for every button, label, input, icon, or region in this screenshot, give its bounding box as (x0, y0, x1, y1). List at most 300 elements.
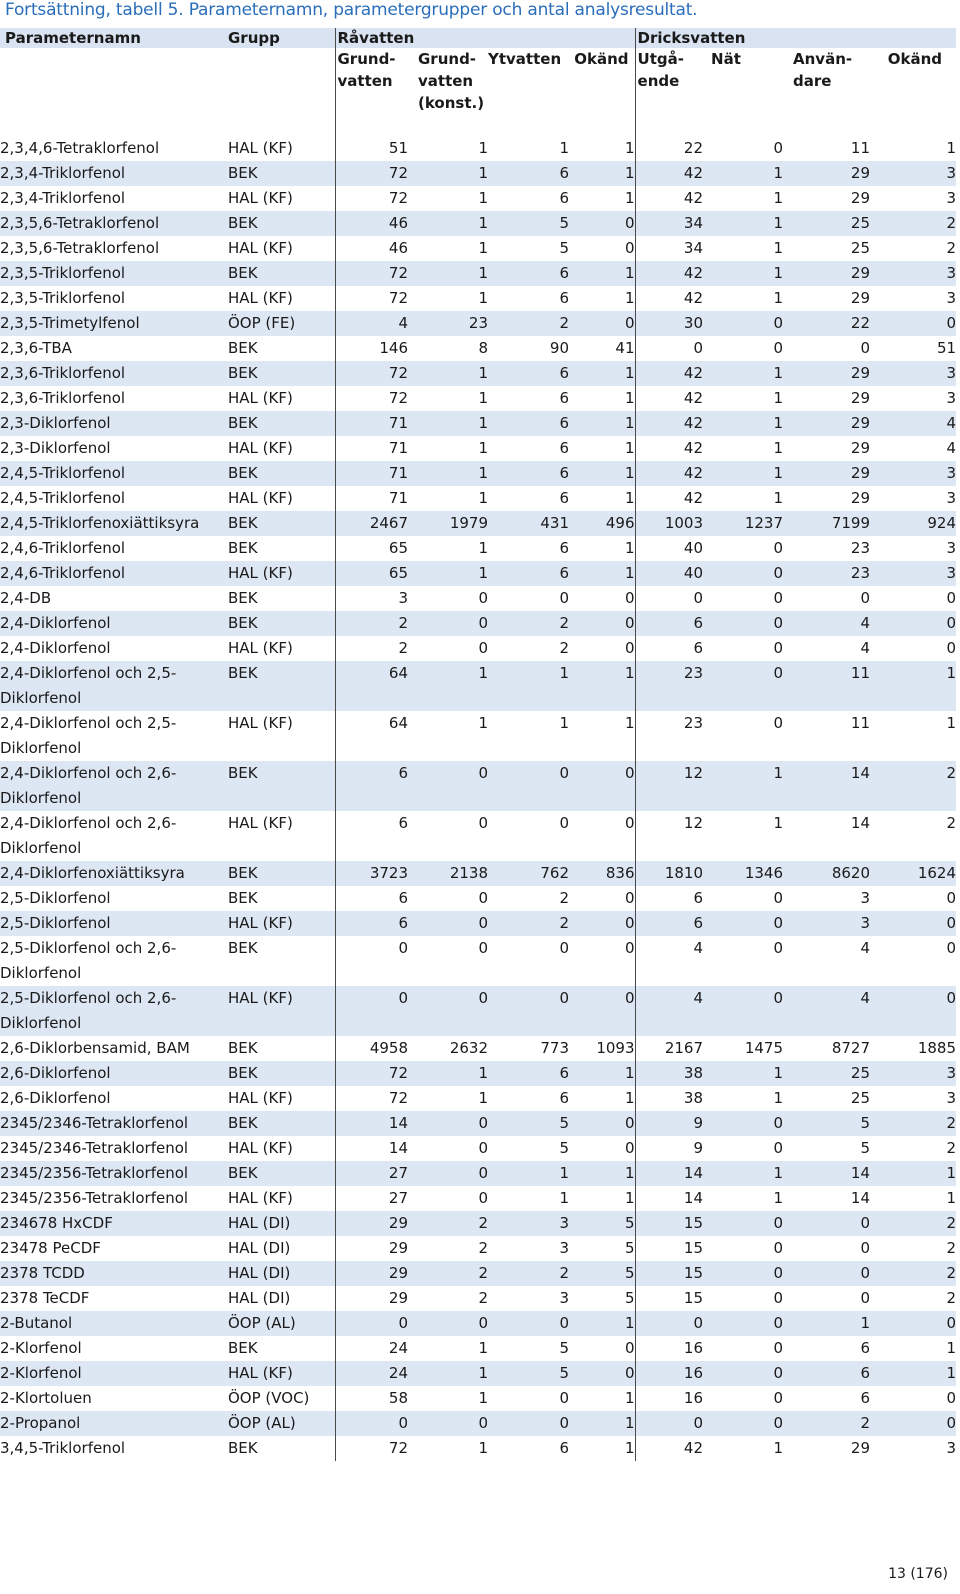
result-count: 0 (408, 1161, 488, 1186)
header-empty (0, 48, 228, 136)
page-number: 13 (176) (888, 1566, 948, 1582)
result-count: 42 (635, 386, 703, 411)
result-count: 42 (635, 161, 703, 186)
result-count: 2 (870, 1236, 956, 1261)
result-count: 1 (703, 436, 783, 461)
parameter-group: BEK (228, 936, 335, 986)
result-count: 1 (703, 161, 783, 186)
header-col-7: Använ- dare (793, 50, 853, 90)
result-count: 29 (335, 1261, 408, 1286)
result-count: 40 (635, 536, 703, 561)
parameter-name: 2,4,5-Triklorfenol (0, 461, 228, 486)
result-count: 0 (783, 1286, 870, 1311)
result-count: 0 (569, 1361, 635, 1386)
result-count: 14 (783, 1161, 870, 1186)
result-count: 0 (569, 611, 635, 636)
result-count: 0 (703, 1286, 783, 1311)
parameter-name: 2-Klorfenol (0, 1336, 228, 1361)
result-count: 2 (488, 311, 569, 336)
result-count: 1 (408, 1386, 488, 1411)
parameter-name: 2,3,5,6-Tetraklorfenol (0, 236, 228, 261)
parameter-group: HAL (KF) (228, 811, 335, 861)
parameter-name: 2,4,6-Triklorfenol (0, 561, 228, 586)
table-row (0, 811, 956, 861)
parameter-name: 2,3,6-Triklorfenol (0, 361, 228, 386)
result-count: 14 (335, 1111, 408, 1136)
result-count: 11 (783, 136, 870, 161)
result-count: 2 (870, 1261, 956, 1286)
result-count: 0 (569, 1111, 635, 1136)
result-count: 51 (870, 336, 956, 361)
parameter-name: 2-Klortoluen (0, 1386, 228, 1411)
table-row (0, 986, 956, 1036)
result-count: 5 (569, 1286, 635, 1311)
result-count: 72 (335, 286, 408, 311)
result-count: 29 (783, 261, 870, 286)
result-count: 8620 (783, 861, 870, 886)
result-count: 16 (635, 1336, 703, 1361)
parameter-group: HAL (KF) (228, 636, 335, 661)
result-count: 6 (488, 1061, 569, 1086)
table-row (0, 386, 956, 411)
table-row (0, 1036, 956, 1061)
result-count: 40 (635, 561, 703, 586)
result-count: 25 (783, 211, 870, 236)
result-count: 0 (408, 986, 488, 1036)
parameter-name: 2,4-Diklorfenoxiättiksyra (0, 861, 228, 886)
result-count: 6 (635, 636, 703, 661)
result-count: 2 (408, 1286, 488, 1311)
result-count: 15 (635, 1261, 703, 1286)
result-count: 2 (488, 611, 569, 636)
result-count: 0 (569, 761, 635, 811)
parameter-group: BEK (228, 211, 335, 236)
result-count: 0 (635, 586, 703, 611)
result-count: 1 (408, 536, 488, 561)
result-count: 1 (569, 661, 635, 711)
result-count: 0 (783, 336, 870, 361)
parameter-name: 2,3,4,6-Tetraklorfenol (0, 136, 228, 161)
parameter-group: HAL (KF) (228, 911, 335, 936)
parameter-name: 2,4-Diklorfenol och 2,6-Diklorfenol (0, 761, 228, 811)
parameter-group: HAL (KF) (228, 186, 335, 211)
result-count: 2 (870, 236, 956, 261)
result-count: 16 (635, 1386, 703, 1411)
result-count: 2138 (408, 861, 488, 886)
result-count: 3 (488, 1286, 569, 1311)
result-count: 3 (870, 1086, 956, 1111)
header-parameter: Parameternamn (0, 28, 228, 48)
result-count: 64 (335, 661, 408, 711)
result-count: 0 (870, 1311, 956, 1336)
parameter-name: 2,4-Diklorfenol och 2,6-Diklorfenol (0, 811, 228, 861)
table-row (0, 536, 956, 561)
result-count: 71 (335, 436, 408, 461)
result-count: 0 (870, 311, 956, 336)
parameter-group: BEK (228, 361, 335, 386)
table-row (0, 711, 956, 761)
result-count: 1 (703, 361, 783, 386)
result-count: 2 (870, 211, 956, 236)
result-count: 0 (408, 636, 488, 661)
parameter-group: ÖOP (AL) (228, 1311, 335, 1336)
result-count: 0 (408, 811, 488, 861)
result-count: 64 (335, 711, 408, 761)
table-row (0, 236, 956, 261)
result-count: 72 (335, 1061, 408, 1086)
result-count: 42 (635, 361, 703, 386)
result-count: 1 (488, 1161, 569, 1186)
result-count: 1 (703, 461, 783, 486)
result-count: 72 (335, 261, 408, 286)
result-count: 42 (635, 286, 703, 311)
result-count: 46 (335, 211, 408, 236)
result-count: 29 (335, 1236, 408, 1261)
header-col-1: Grund- vatten (335, 48, 408, 136)
result-count: 1 (488, 661, 569, 711)
result-count: 0 (569, 811, 635, 861)
result-count: 5 (488, 1111, 569, 1136)
result-count: 4 (783, 986, 870, 1036)
result-count: 1346 (703, 861, 783, 886)
header-col-6: Nät (711, 50, 741, 68)
result-count: 25 (783, 236, 870, 261)
result-count: 0 (703, 536, 783, 561)
result-count: 1 (488, 711, 569, 761)
parameter-group: ÖOP (AL) (228, 1411, 335, 1436)
result-count: 1 (569, 1386, 635, 1411)
result-count: 1 (408, 161, 488, 186)
result-count: 3 (870, 286, 956, 311)
result-count: 24 (335, 1336, 408, 1361)
header-col-3: Ytvatten (488, 50, 562, 68)
result-count: 1624 (870, 861, 956, 886)
result-count: 14 (783, 761, 870, 811)
result-count: 1 (870, 711, 956, 761)
result-count: 0 (569, 636, 635, 661)
result-count: 4 (635, 986, 703, 1036)
result-count: 762 (488, 861, 569, 886)
result-count: 0 (703, 711, 783, 761)
parameter-name: 2,5-Diklorfenol (0, 911, 228, 936)
result-count: 0 (783, 1236, 870, 1261)
result-count: 1 (569, 561, 635, 586)
result-count: 1 (569, 411, 635, 436)
result-count: 1 (703, 761, 783, 811)
parameter-group: HAL (DI) (228, 1286, 335, 1311)
result-count: 1475 (703, 1036, 783, 1061)
result-count: 5 (488, 1361, 569, 1386)
parameter-name: 2-Butanol (0, 1311, 228, 1336)
result-count: 0 (335, 936, 408, 986)
result-count: 6 (488, 561, 569, 586)
result-count: 1 (569, 1161, 635, 1186)
result-count: 1 (703, 486, 783, 511)
parameter-name: 2,3,4-Triklorfenol (0, 186, 228, 211)
parameter-name: 2,4,6-Triklorfenol (0, 536, 228, 561)
result-count: 0 (870, 636, 956, 661)
parameter-group: BEK (228, 1111, 335, 1136)
result-count: 1 (703, 1436, 783, 1461)
result-count: 1 (569, 261, 635, 286)
result-count: 14 (335, 1136, 408, 1161)
result-count: 3 (870, 186, 956, 211)
result-count: 6 (635, 911, 703, 936)
result-count: 2 (870, 1111, 956, 1136)
table-row (0, 661, 956, 711)
header-raw-water: Råvatten (335, 28, 635, 48)
parameter-name: 2,3,5-Triklorfenol (0, 286, 228, 311)
result-count: 2 (335, 611, 408, 636)
result-count: 0 (703, 1236, 783, 1261)
table-row (0, 461, 956, 486)
result-count: 14 (783, 1186, 870, 1211)
result-count: 14 (783, 811, 870, 861)
result-count: 1237 (703, 511, 783, 536)
table-row (0, 361, 956, 386)
result-count: 773 (488, 1036, 569, 1061)
table-row (0, 1336, 956, 1361)
result-count: 29 (783, 186, 870, 211)
table-row (0, 1436, 956, 1461)
parameter-name: 2,3,5-Trimetylfenol (0, 311, 228, 336)
result-count: 1 (569, 461, 635, 486)
result-count: 3 (870, 1436, 956, 1461)
result-count: 29 (783, 436, 870, 461)
header-col-4: Okänd (574, 50, 629, 68)
result-count: 0 (569, 886, 635, 911)
result-count: 1 (703, 211, 783, 236)
result-count: 90 (488, 336, 569, 361)
result-count: 5 (488, 211, 569, 236)
result-count: 3 (870, 261, 956, 286)
result-count: 3 (870, 561, 956, 586)
table-row (0, 1386, 956, 1411)
parameter-group: HAL (KF) (228, 1186, 335, 1211)
result-count: 29 (783, 286, 870, 311)
result-count: 4 (783, 936, 870, 986)
result-count: 0 (408, 886, 488, 911)
result-count: 6 (488, 361, 569, 386)
result-count: 1 (569, 1086, 635, 1111)
result-count: 6 (783, 1386, 870, 1411)
result-count: 2167 (635, 1036, 703, 1061)
result-count: 6 (488, 261, 569, 286)
parameter-name: 2378 TeCDF (0, 1286, 228, 1311)
result-count: 0 (408, 936, 488, 986)
result-count: 5 (488, 1136, 569, 1161)
result-count: 0 (703, 611, 783, 636)
parameter-group: BEK (228, 336, 335, 361)
result-count: 42 (635, 261, 703, 286)
result-count: 2 (488, 636, 569, 661)
result-count: 1 (408, 186, 488, 211)
result-count: 65 (335, 536, 408, 561)
result-count: 1979 (408, 511, 488, 536)
result-count: 3 (488, 1211, 569, 1236)
result-count: 2 (488, 1261, 569, 1286)
result-count: 6 (488, 436, 569, 461)
table-row (0, 636, 956, 661)
result-count: 29 (335, 1286, 408, 1311)
result-count: 6 (335, 761, 408, 811)
result-count: 1 (569, 286, 635, 311)
parameter-name: 2,3,5-Triklorfenol (0, 261, 228, 286)
table-row (0, 411, 956, 436)
parameter-name: 23478 PeCDF (0, 1236, 228, 1261)
parameter-group: HAL (KF) (228, 436, 335, 461)
result-count: 5 (783, 1136, 870, 1161)
parameter-group: BEK (228, 411, 335, 436)
header-group: Grupp (228, 28, 335, 48)
result-count: 0 (783, 586, 870, 611)
result-count: 2 (870, 1136, 956, 1161)
result-count: 0 (703, 636, 783, 661)
table-row (0, 886, 956, 911)
result-count: 6 (488, 161, 569, 186)
table-row (0, 511, 956, 536)
result-count: 42 (635, 411, 703, 436)
result-count: 2467 (335, 511, 408, 536)
result-count: 8727 (783, 1036, 870, 1061)
result-count: 1 (408, 411, 488, 436)
table-row (0, 1136, 956, 1161)
result-count: 29 (783, 386, 870, 411)
result-count: 1 (408, 561, 488, 586)
parameter-group: HAL (KF) (228, 136, 335, 161)
table-row (0, 911, 956, 936)
result-count: 0 (408, 761, 488, 811)
result-count: 0 (408, 911, 488, 936)
parameter-name: 2-Propanol (0, 1411, 228, 1436)
result-count: 38 (635, 1061, 703, 1086)
parameter-group: HAL (KF) (228, 711, 335, 761)
parameter-group: HAL (KF) (228, 1136, 335, 1161)
result-count: 0 (703, 311, 783, 336)
result-count: 25 (783, 1061, 870, 1086)
parameter-group: BEK (228, 661, 335, 711)
result-count: 23 (635, 711, 703, 761)
result-count: 1 (408, 661, 488, 711)
result-count: 0 (569, 236, 635, 261)
result-count: 0 (703, 1361, 783, 1386)
parameter-name: 2345/2346-Tetraklorfenol (0, 1136, 228, 1161)
result-count: 0 (408, 1136, 488, 1161)
result-count: 11 (783, 661, 870, 711)
result-count: 836 (569, 861, 635, 886)
header-col-2: Grund- vatten (konst.) (418, 50, 485, 112)
result-count: 3 (783, 886, 870, 911)
result-count: 5 (569, 1261, 635, 1286)
result-count: 9 (635, 1136, 703, 1161)
table-row (0, 1086, 956, 1111)
result-count: 1 (870, 1361, 956, 1386)
result-count: 0 (870, 611, 956, 636)
parameter-name: 2,6-Diklorfenol (0, 1061, 228, 1086)
result-count: 4 (783, 636, 870, 661)
table-row (0, 161, 956, 186)
result-count: 72 (335, 1436, 408, 1461)
parameter-group: HAL (KF) (228, 1361, 335, 1386)
result-count: 51 (335, 136, 408, 161)
result-count: 2 (488, 886, 569, 911)
result-count: 3 (870, 161, 956, 186)
result-count: 1 (870, 1336, 956, 1361)
result-count: 1 (703, 1061, 783, 1086)
parameter-group: BEK (228, 611, 335, 636)
result-count: 2 (783, 1411, 870, 1436)
header-empty (228, 48, 335, 136)
result-count: 1 (870, 661, 956, 711)
result-count: 0 (488, 586, 569, 611)
result-count: 0 (488, 936, 569, 986)
result-count: 2 (870, 761, 956, 811)
table-row (0, 286, 956, 311)
result-count: 3 (870, 1061, 956, 1086)
result-count: 1 (703, 1086, 783, 1111)
table-row (0, 861, 956, 886)
result-count: 0 (703, 986, 783, 1036)
result-count: 23 (408, 311, 488, 336)
result-count: 924 (870, 511, 956, 536)
parameter-name: 2,5-Diklorfenol och 2,6-Diklorfenol (0, 936, 228, 986)
result-count: 34 (635, 236, 703, 261)
parameter-group: BEK (228, 511, 335, 536)
table-row (0, 311, 956, 336)
result-count: 5 (488, 1336, 569, 1361)
result-count: 0 (870, 936, 956, 986)
table-row (0, 1261, 956, 1286)
result-count: 29 (783, 361, 870, 386)
result-count: 29 (335, 1211, 408, 1236)
result-count: 0 (703, 1211, 783, 1236)
result-count: 72 (335, 161, 408, 186)
parameter-group: HAL (KF) (228, 486, 335, 511)
result-count: 1093 (569, 1036, 635, 1061)
result-count: 41 (569, 336, 635, 361)
header-drinking-water: Dricksvatten (635, 28, 956, 48)
parameter-group: BEK (228, 1036, 335, 1061)
result-count: 23 (635, 661, 703, 711)
result-count: 6 (488, 186, 569, 211)
table-row (0, 586, 956, 611)
result-count: 6 (488, 461, 569, 486)
result-count: 42 (635, 436, 703, 461)
result-count: 431 (488, 511, 569, 536)
result-count: 71 (335, 461, 408, 486)
result-count: 0 (488, 811, 569, 861)
result-count: 1 (703, 386, 783, 411)
result-count: 25 (783, 1086, 870, 1111)
result-count: 1 (408, 436, 488, 461)
result-count: 27 (335, 1161, 408, 1186)
header-col-5: Utgå- ende (635, 48, 703, 136)
parameter-group: BEK (228, 861, 335, 886)
result-count: 6 (635, 611, 703, 636)
result-count: 6 (635, 886, 703, 911)
table-body (0, 136, 956, 1461)
result-count: 1 (569, 1186, 635, 1211)
result-count: 0 (488, 1386, 569, 1411)
result-count: 14 (635, 1186, 703, 1211)
parameter-name: 2,6-Diklorfenol (0, 1086, 228, 1111)
result-count: 1 (783, 1311, 870, 1336)
result-count: 29 (783, 411, 870, 436)
result-count: 1 (569, 536, 635, 561)
result-count: 5 (783, 1111, 870, 1136)
result-count: 0 (703, 661, 783, 711)
table-row (0, 761, 956, 811)
